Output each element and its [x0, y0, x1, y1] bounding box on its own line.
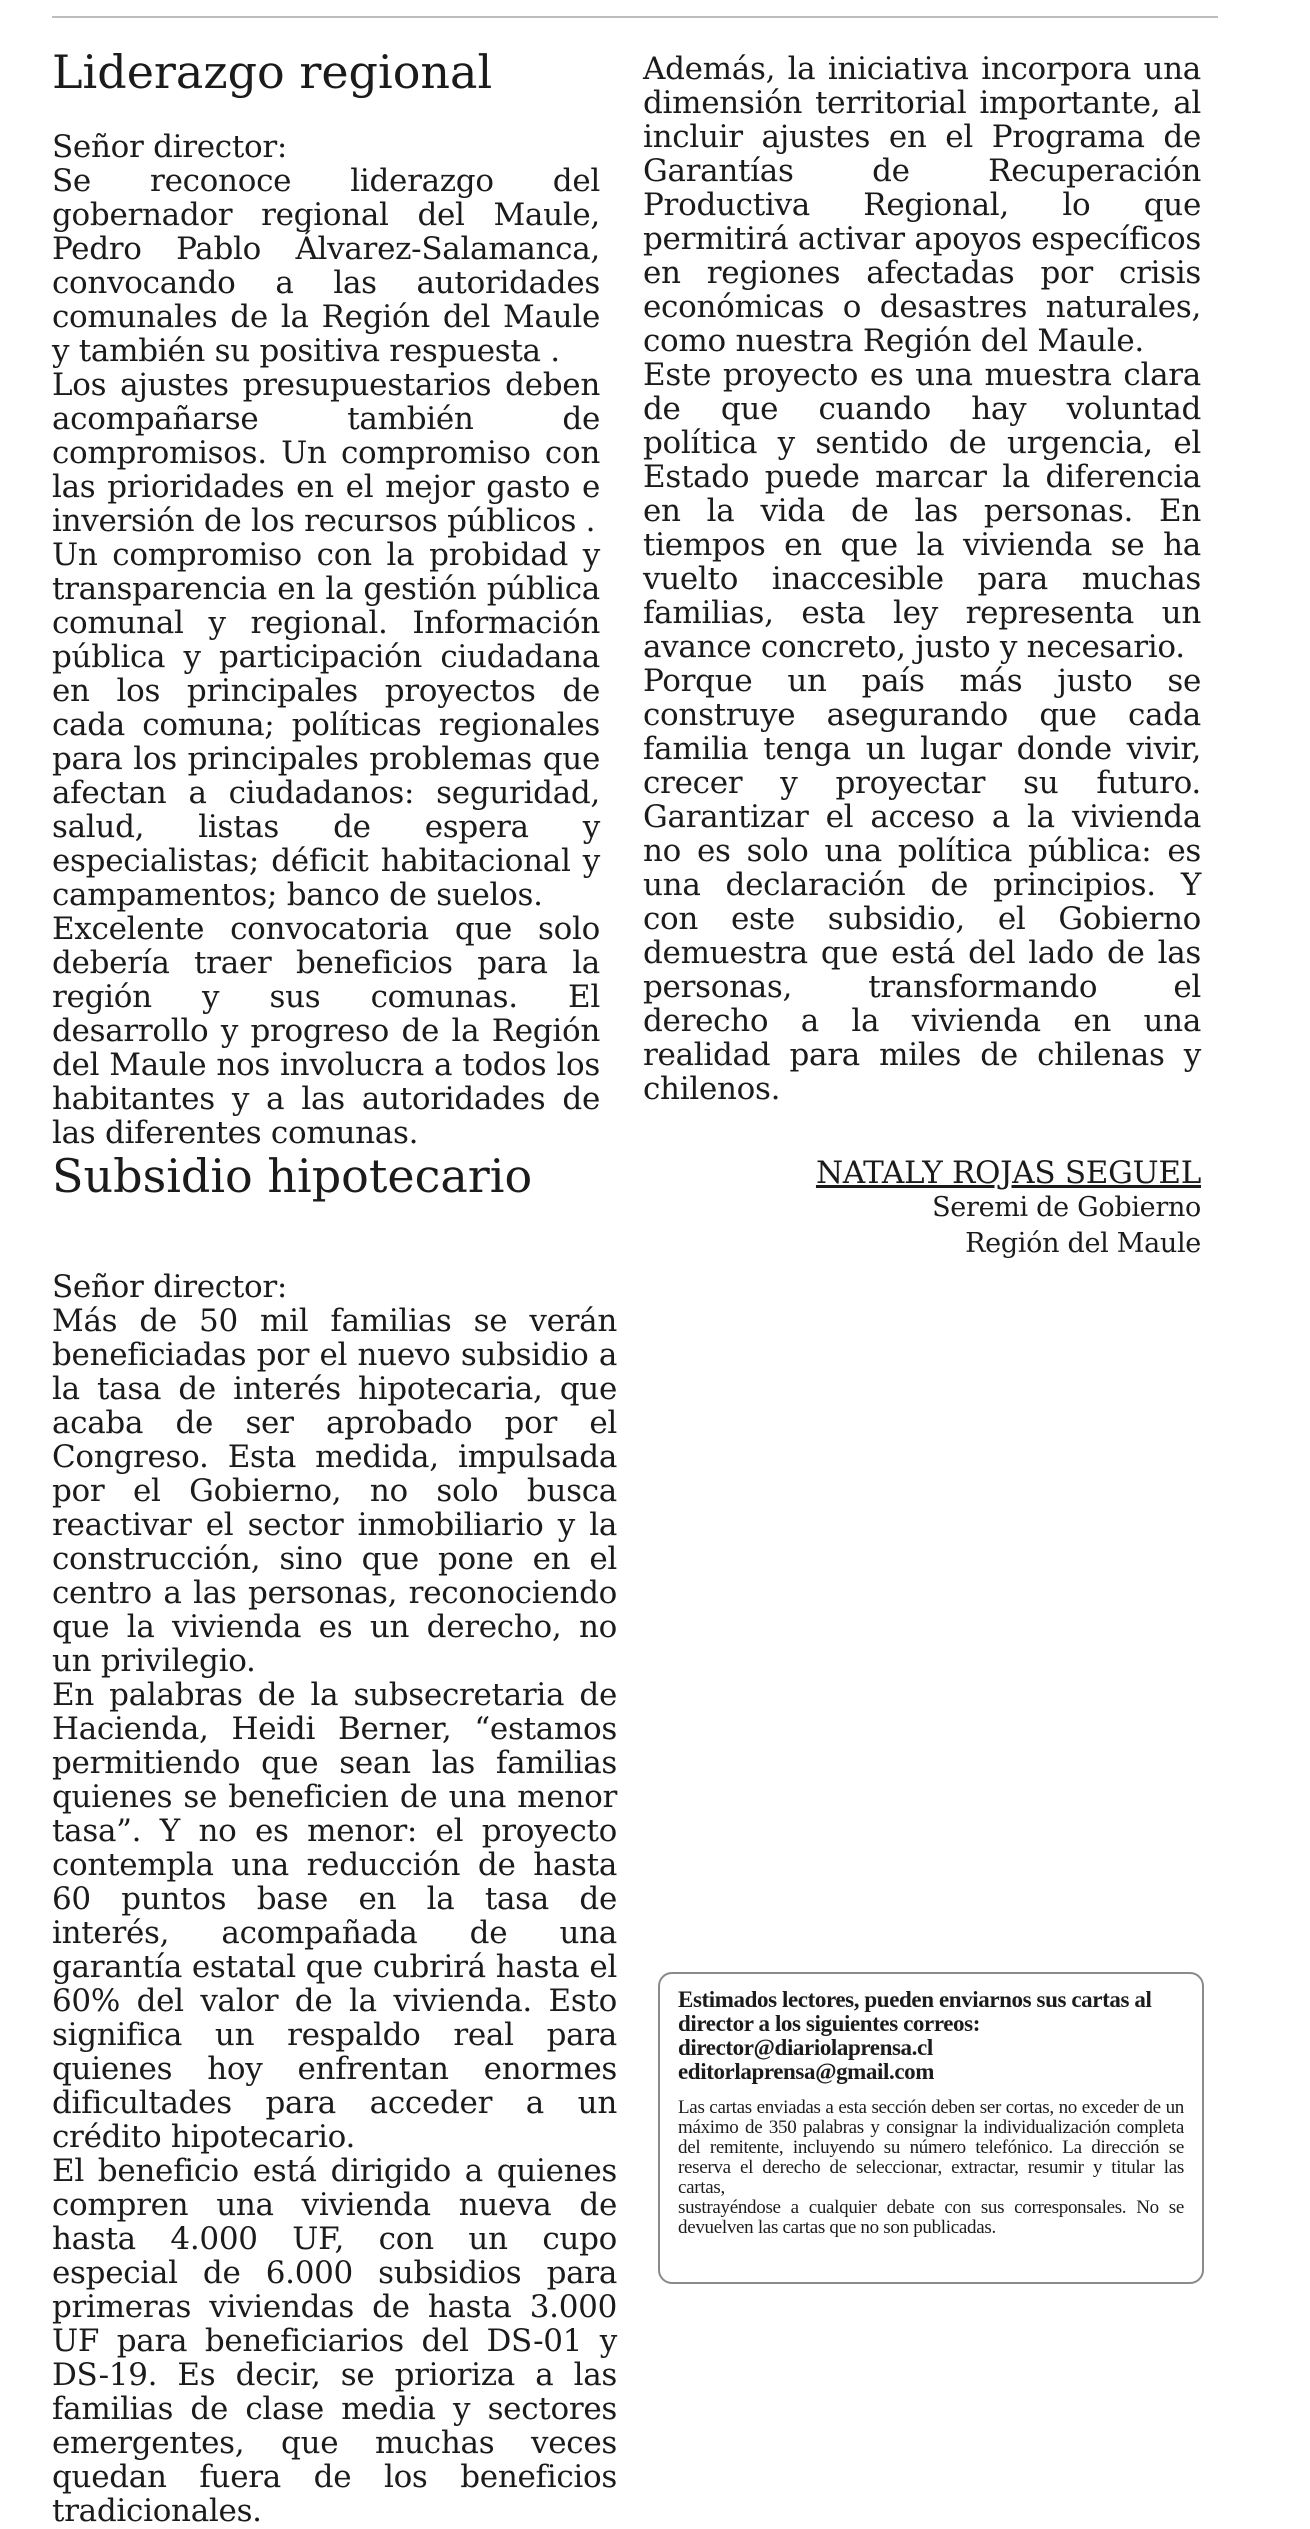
letter-paragraph: Los ajustes presupuestarios deben acompañarse también de compromisos. Un compromiso con las prioridades en el mejor gasto e inversión de los recursos públicos . — [52, 367, 600, 539]
reader-info-box — [658, 1972, 1204, 2284]
letter-paragraph: Excelente convocatoria que solo debería traer beneficios para la región y sus comunas. El desarrollo y progreso de la Región del Maule nos involucra a todos los habitantes y a las autoridades de las diferentes comunas. — [52, 911, 600, 1151]
info-rule-text: sustrayéndose a cualquier debate con sus corresponsales. No se devuelven las cartas que no son publicadas. — [678, 2197, 1184, 2238]
letter-paragraph: Este proyecto es una muestra clara de que cuando hay voluntad política y sentido de urgencia, el Estado puede marcar la diferencia en la vida de las personas. En tiempos en que la vivienda se ha vuelto inaccesible para muchas familias, esta ley representa un avance concreto, justo y necesario. — [643, 357, 1201, 665]
top-divider — [52, 16, 1218, 18]
signature-role: Seremi de Gobierno — [932, 1192, 1201, 1223]
info-rule-text: Las cartas enviadas a esta sección deben ser cortas, no exceder de un máximo de 350 palabras y consignar la individualización completa del remitente, incluyendo su número telefónico. La dirección se reserva el derecho de seleccionar, extractar, resumir y titular las cartas, — [678, 2097, 1184, 2198]
letter-subsidio — [52, 1148, 617, 2528]
info-intro: Estimados lectores, pueden enviarnos sus cartas al director a los siguientes correos: — [678, 1987, 1152, 2036]
letter-paragraph: Más de 50 mil familias se verán beneficiadas por el nuevo subsidio a la tasa de interés hipotecaria, que acaba de ser aprobado por el Congreso. Esta medida, impulsada por el Gobierno, no solo busca reactivar el sector inmobiliario y la construcción, sino que pone en el centro a las personas, reconociendo que la vivienda es un derecho, no un privilegio. — [52, 1303, 617, 1679]
letter-paragraph: Se reconoce liderazgo del gobernador regional del Maule, Pedro Pablo Álvarez-Salamanca, convocando a las autoridades comunales de la Región del Maule y también su positiva respuesta . — [52, 163, 600, 369]
letter-liderazgo-right-column — [643, 52, 1201, 1262]
letter-paragraph: Un compromiso con la probidad y transparencia en la gestión pública comunal y regional. Información pública y participación ciudadana en los principales proyectos de cada comuna; políticas regionales para los principales problemas que afectan a ciudadanos: seguridad, salud, listas de espera y especialistas; déficit habitacional y campamentos; banco de suelos. — [52, 537, 600, 913]
signature-name: NATALY ROJAS SEGUEL — [815, 1155, 1201, 1191]
email-director[interactable]: director@diariolaprensa.cl — [678, 2035, 933, 2060]
letter-paragraph: El beneficio está dirigido a quienes compren una vivienda nueva de hasta 4.000 UF, con un cupo especial de 6.000 subsidios para primeras viviendas de hasta 3.000 UF para beneficiarios del DS-01 y DS-19. Es decir, se prioriza a las familias de clase media y sectores emergentes, que muchas veces quedan fuera de los beneficios tradicionales. — [52, 2153, 617, 2529]
letter-paragraph: En palabras de la subsecretaria de Hacienda, Heidi Berner, “estamos permitiendo que sean las familias quienes se beneficien de una menor tasa”. Y no es menor: el proyecto contempla una reducción de hasta 60 puntos base en la tasa de interés, acompañada de una garantía estatal que cubrirá hasta el 60% del valor de la vivienda. Esto significa un respaldo real para quienes hoy enfrentan enormes dificultades para acceder a un crédito hipotecario. — [52, 1677, 617, 2155]
signature-region: Región del Maule — [965, 1228, 1201, 1259]
letter-title: Subsidio hipotecario — [52, 1149, 533, 1203]
letter-paragraph: Porque un país más justo se construye asegurando que cada familia tenga un lugar donde vivir, crecer y proyectar su futuro. Garantizar el acceso a la vivienda no es solo una política pública: es una declaración de principios. Y con este subsidio, el Gobierno demuestra que está del lado de las personas, transformando el derecho a la vivienda en una realidad para miles de chilenas y chilenos. — [643, 663, 1201, 1107]
email-editor[interactable]: editorlaprensa@gmail.com — [678, 2059, 935, 2084]
letter-liderazgo-left-column — [52, 44, 600, 1150]
info-rules — [678, 2098, 1184, 2238]
letter-title: Liderazgo regional — [52, 45, 493, 99]
salutation: Señor director: — [52, 129, 288, 165]
letter-paragraph: Además, la iniciativa incorpora una dimensión territorial importante, al incluir ajustes en el Programa de Garantías de Recuperación Productiva Regional, lo que permitirá activar apoyos específicos en regiones afectadas por crisis económicas o desastres naturales, como nuestra Región del Maule. — [643, 51, 1201, 359]
salutation: Señor director: — [52, 1269, 288, 1305]
